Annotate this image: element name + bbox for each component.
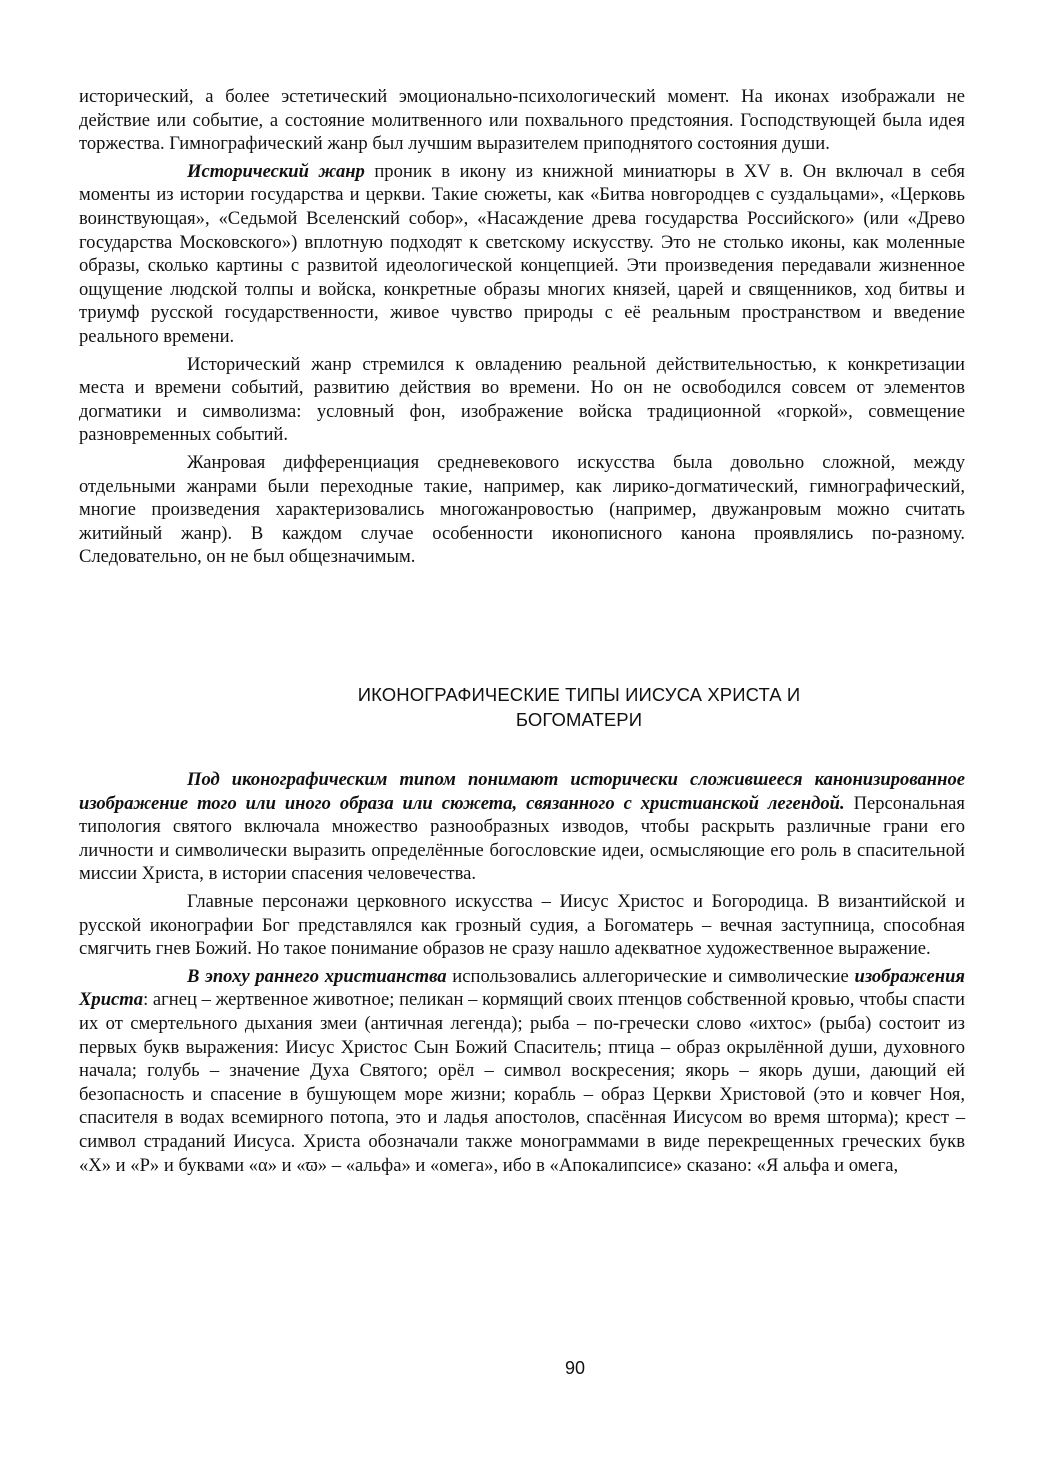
paragraph-3: Исторический жанр стремился к овладению реальной действительностью, к конкретизации места и времени событий, развитию действия во времени. Но он не освободился совсем от элементов догматики и символизма: условный фон, изображение войска традиционной «горкой», совмещение разновременных событий. [79, 353, 965, 446]
paragraph-6: Главные персонажи церковного искусства – Иисус Христос и Богородица. В византийской и русской иконографии Бог представлялся как грозный судия, а Богоматерь – вечная заступница, способная смягчить гнев Божий. Но такое понимание образов не сразу нашло адекватное художественное выражение. [79, 890, 965, 960]
text-block-top [79, 85, 965, 573]
paragraph-7 [79, 965, 965, 1177]
term-iconographic-type: Под иконографическим типом понимают исторически сложившееся канонизированное изображение того или иного образа или сюжета, связанного с христианской легендой. [79, 769, 965, 814]
section-heading-line-1: ИКОНОГРАФИЧЕСКИЕ ТИПЫ ИИСУСА ХРИСТА И [357, 684, 801, 705]
paragraph-4: Жанровая дифференциация средневекового искусства была довольно сложной, между отдельными жанрами были переходные такие, например, как лирико-догматический, гимнографический, многие произведения характеризовались многожанровостью (например, двужанровым можно считать житийный жанр). В каждом случае особенности иконописного канона проявлялись по-разному. Следовательно, он не был общезначимым. [79, 451, 965, 568]
paragraph-5-text: Персональная типология святого включала множество разнообразных изводов, чтобы раскрыть различные грани его личности и символически выразить определённые богословские идеи, осмысляющие его роль в спасительной миссии Христа, в истории спасения человечества. [79, 792, 965, 885]
page-number: 90 [564, 1358, 586, 1378]
paragraph-2 [79, 160, 965, 349]
text-block-bottom [79, 768, 965, 1181]
term-historical-genre: Исторический жанр [187, 160, 365, 182]
term-images-of-christ: изображения Христа [79, 965, 965, 1011]
paragraph-5 [79, 768, 965, 886]
paragraph-7-mid: использовались аллегорические и символические [446, 965, 855, 987]
section-heading [79, 682, 1039, 732]
term-early-christianity: В эпоху раннего христианства [187, 965, 447, 987]
paragraph-1: исторический, а более эстетический эмоционально-психологический момент. На иконах изображали не действие или событие, а состояние молитвенного или похвального предстояния. Господствующей была идея торжества. Гимнографический жанр был лучшим выразителем приподнятого состояния души. [79, 86, 965, 155]
section-heading-line-2: БОГОМАТЕРИ [515, 709, 643, 730]
paragraph-2-text: проник в икону из книжной миниатюры в XV в. Он включал в себя моменты из истории государства и церкви. Такие сюжеты, как «Битва новгородцев с суздальцами», «Церковь воинствующая», «Седьмой Вселенский собор», «Насаждение древа государства Российского» (или «Древо государства Московского») вплотную подходят к светскому искусству. Это не столько иконы, как моленные образы, сколько картины с развитой идеологической концепцией. Эти произведения передавали жизненное ощущение людской толпы и войска, конкретные образы многих князей, царей и священников, ход битвы и триумф русской государственности, живое чувство природы с её реальным пространством и введение реального времени. [79, 160, 965, 347]
paragraph-7-text: : агнец – жертвенное животное; пеликан – кормящий своих птенцов собственной кровью, чтобы спасти их от смертельного дыхания змеи (античная легенда); рыба – по-гречески слово «ихтос» (рыба) состоит из первых букв выражения: Иисус Христос Сын Божий Спаситель; птица – образ окрылённой души, духовного начала; голубь – значение Духа Святого; орёл – символ воскресения; якорь – якорь души, дающий ей безопасность и спасение в бушующем море жизни; корабль – образ Церкви Христовой (это и ковчег Ноя, спасителя в водах всемирного потопа, это и ладья апостолов, спасённая Иисусом во время шторма); крест – символ страданий Иисуса. Христа обозначали также монограммами в виде перекрещенных греческих букв «Χ» и «Ρ» и буквами «α» и «ϖ» – «альфа» и «омега», ибо в «Апокалипсисе» сказано: «Я альфа и омега, [79, 989, 965, 1176]
